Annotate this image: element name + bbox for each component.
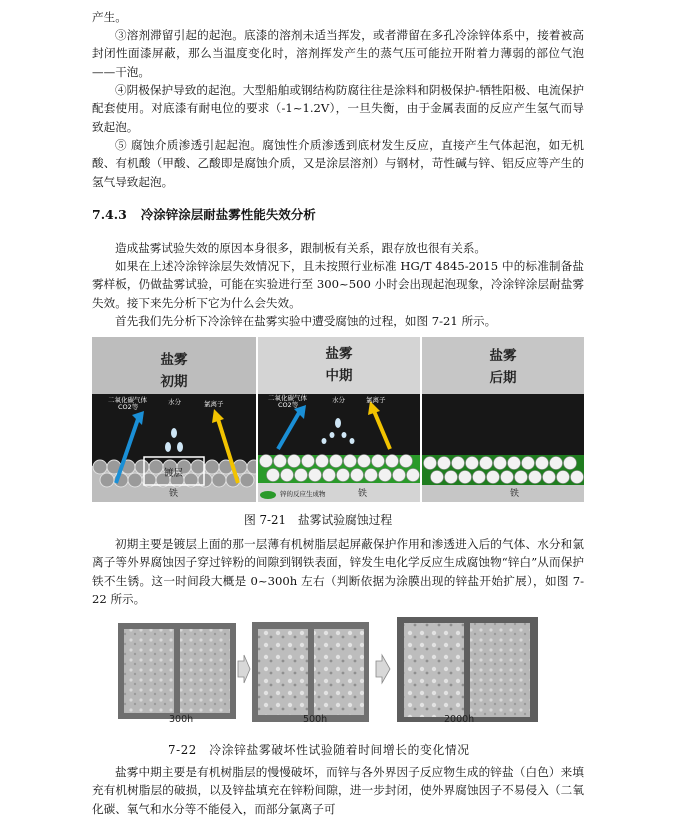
paragraph-standard: 如果在上述冷涂锌涂层失效情况下，且未按照行业标准 HG/T 4845-2015 中的标准制备盐雾样板，仍做盐雾试验，可能在实验进行至 300~500 小时会出现起泡现象，冷涂锌涂层耐盐雾失效。接下来先分析下它为什么会失效。	[92, 259, 584, 310]
stage-label-line2: 初期	[160, 374, 188, 390]
water-label: 水分	[332, 396, 345, 404]
section-heading	[92, 205, 316, 223]
panel-middle-stage	[258, 337, 420, 502]
paragraph-cathodic-blister: ④阴极保护导致的起泡。大型船舶或钢结构防腐往往是涂料和阴极保护-牺牲阳极、电流保护配套使用。对底漆有耐电位的要求（-1~1.2V），一旦失衡，由于金属表面的反应产生氢气而导致起泡。	[92, 83, 584, 134]
paragraph-analysis-intro: 首先我们先分析下冷涂锌在盐雾实验中遭受腐蚀的过程，如图 7-21 所示。	[115, 314, 497, 328]
water-droplet	[177, 442, 183, 452]
water-splash	[322, 438, 327, 444]
chloride-arrowhead	[212, 409, 224, 423]
water-splash	[342, 432, 347, 438]
water-droplet	[335, 418, 341, 428]
co2-label-line2: CO2等	[118, 403, 139, 411]
photo-300h	[118, 623, 236, 719]
stage-label-line2: 后期	[489, 370, 517, 386]
chloride-label: 氯离子	[366, 396, 386, 404]
iron-label: 铁	[510, 489, 520, 499]
late-stage-diagram	[422, 337, 584, 502]
iron-label: 铁	[358, 489, 368, 499]
iron-label: 铁	[169, 489, 179, 499]
arrow-right-icon	[238, 655, 250, 683]
stage-label-line2: 中期	[325, 368, 353, 384]
paragraph-middle-stage: 盐雾中期主要是有机树脂层的慢慢破坏，而锌与各外界因子反应物生成的锌盐（白色）来填充有机树脂层的破损，以及锌盐填充在锌粉间隙，进一步封闭，使外界腐蚀因子不易侵入（二氧化碳、氧气和水分等不能侵入，而部分氯离子可	[92, 765, 584, 816]
panel-late-stage	[422, 337, 584, 502]
time-label-300h: 300h	[169, 714, 194, 725]
water-droplet	[165, 442, 171, 452]
figure-7-22-caption: 7-22 冷涂锌盐雾破坏性试验随着时间增长的变化情况	[168, 743, 470, 757]
figure-salt-spray-process	[92, 337, 584, 502]
stage-label-line1: 盐雾	[325, 346, 353, 362]
paragraph-continuation: 产生。	[92, 10, 127, 24]
photo-2000h	[397, 617, 538, 722]
water-splash	[330, 432, 335, 438]
section-title: 冷涂锌涂层耐盐雾性能失效分析	[140, 207, 316, 222]
paragraph-early-stage: 初期主要是镀层上面的那一层薄有机树脂层起屏蔽保护作用和渗透进入后的气体、水分和氯离子等外界腐蚀因子穿过锌粉的间隙到钢铁表面，锌发生电化学反应生成腐蚀物“锌白”从而保护铁不生锈。这一时间段大概是 0~300h 左右（判断依据为涂膜出现的锌盐开始扩展），如图 7-22 所示。	[92, 537, 584, 606]
figure-7-21-caption: 图 7-21 盐雾试验腐蚀过程	[244, 513, 393, 527]
paragraph-solvent-blister: ③溶剂滞留引起的起泡。底漆的溶剂未适当挥发，或者滞留在多孔冷涂锌体系中，接着被高封闭性面漆屏蔽，那么当温度变化时，溶剂挥发产生的蒸气压可能拉开附着力薄弱的部位气泡——干泡。	[92, 28, 584, 79]
panel-early-stage	[92, 337, 256, 502]
water-label: 水分	[168, 398, 181, 406]
chloride-label: 氯离子	[204, 400, 224, 408]
coating-label: 镀层	[164, 468, 184, 479]
time-label-2000h: 2000h	[444, 714, 475, 725]
paragraph-failure-causes: 造成盐雾试验失效的原因本身很多，跟制板有关系，跟存放也很有关系。	[115, 241, 487, 255]
middle-stage-diagram	[258, 337, 420, 502]
zinc-product-marker	[260, 491, 276, 499]
section-number: 7.4.3	[92, 207, 127, 222]
co2-label-line1: 二氧化碳气体	[108, 396, 147, 404]
co2-label-line2: CO2等	[278, 401, 299, 409]
water-splash	[350, 438, 355, 444]
co2-label-line1: 二氧化碳气体	[268, 394, 307, 402]
chloride-arrow	[374, 411, 390, 449]
co2-arrow	[278, 411, 300, 449]
arrow-right-icon	[376, 655, 390, 683]
stage-label-line1: 盐雾	[489, 348, 517, 364]
zinc-product-label: 锌的反应生成物	[280, 490, 326, 498]
photo-500h	[252, 622, 369, 722]
stage-label-line1: 盐雾	[160, 352, 188, 368]
paragraph-corrosive-blister: ⑤ 腐蚀介质渗透引起起泡。腐蚀性介质渗透到底材发生反应，直接产生气体起泡，如无机酸、有机酸（甲酸、乙酸即是腐蚀介质，又是涂层溶剂）与钢材，苛性碱与锌、铝反应等产生的氢气导致起泡。	[92, 138, 584, 189]
photo-strip	[118, 617, 558, 727]
time-label-500h: 500h	[303, 714, 328, 725]
figure-salt-spray-photos	[118, 617, 558, 727]
water-droplet	[171, 428, 177, 438]
